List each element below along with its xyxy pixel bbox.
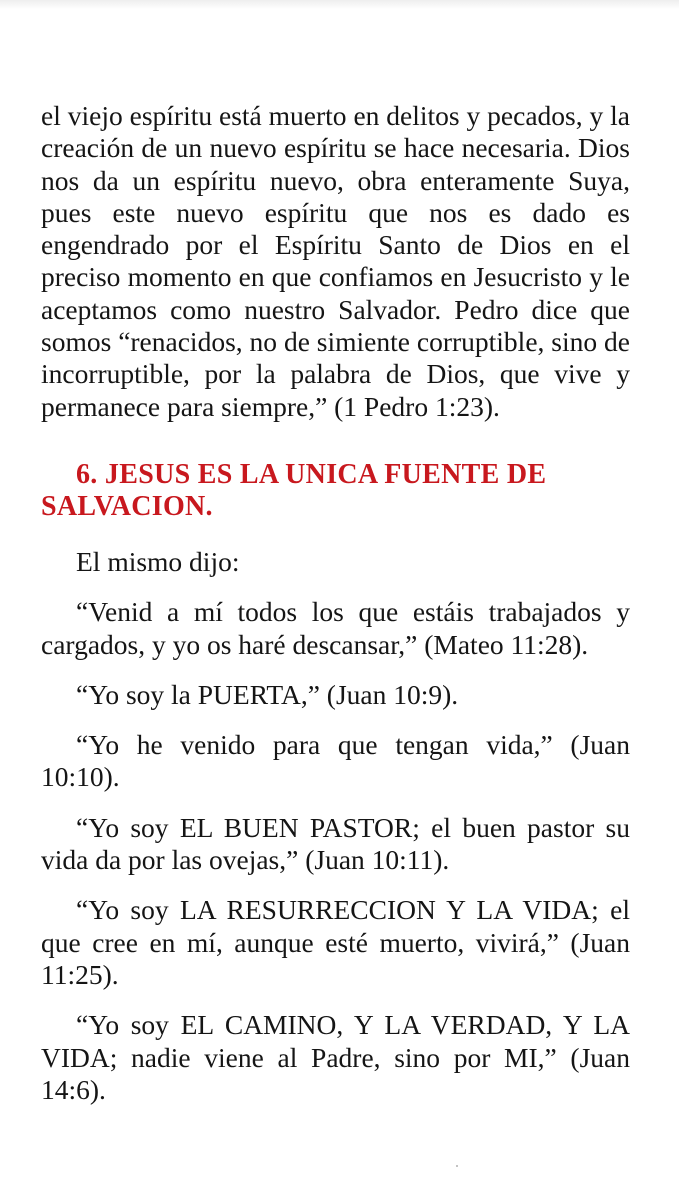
page-top-edge xyxy=(0,0,679,9)
quote-paragraph: “Yo soy la PUERTA,” (Juan 10:9). xyxy=(76,678,459,710)
section-heading xyxy=(41,459,630,523)
section-number: 6. xyxy=(76,458,98,490)
lead-in-text: El mismo dijo: xyxy=(76,545,240,577)
quote-paragraph: “Yo soy EL CAMINO, Y LA VERDAD, Y LA VIDA; nadie viene al Padre, sino por MI,” (Juan 14:6). xyxy=(41,1009,630,1105)
intro-paragraph: el viejo espíritu está muerto en delitos y pecados, y la creación de un nuevo espíritu se hace necesaria. Dios nos da un espíritu nuevo, obra enteramente Suya, pues este nuevo espíritu que nos es dado es engendrado por el Espíritu Santo de Dios en el preciso momento en que confiamos en Jesucristo y le aceptamos como nuestro Salvador. Pedro dice que somos “renacidos, no de simiente corruptible, sino de incorruptible, por la palabra de Dios, que vive y permanece para siempre,” (1 Pedro 1:23). xyxy=(41,100,630,422)
section-heading-line1: JESUS ES LA UNICA FUENTE DE xyxy=(104,458,547,490)
page-content xyxy=(41,100,630,1124)
quote-paragraph: “Yo he venido para que tengan vida,” (Juan 10:10). xyxy=(41,729,630,793)
section-heading-line2: SALVACION. xyxy=(41,490,213,522)
quote-paragraph: “Venid a mí todos los que estáis trabajados y cargados, y yo os haré descansar,” (Mateo 11:28). xyxy=(41,596,630,660)
quote-paragraph: “Yo soy LA RESURRECCION Y LA VIDA; el que cree en mí, aunque esté muerto, vivirá,” (Juan 11:25). xyxy=(41,894,630,990)
paper-speck xyxy=(456,1165,458,1167)
quote-paragraph: “Yo soy EL BUEN PASTOR; el buen pastor su vida da por las ovejas,” (Juan 10:11). xyxy=(41,811,630,876)
